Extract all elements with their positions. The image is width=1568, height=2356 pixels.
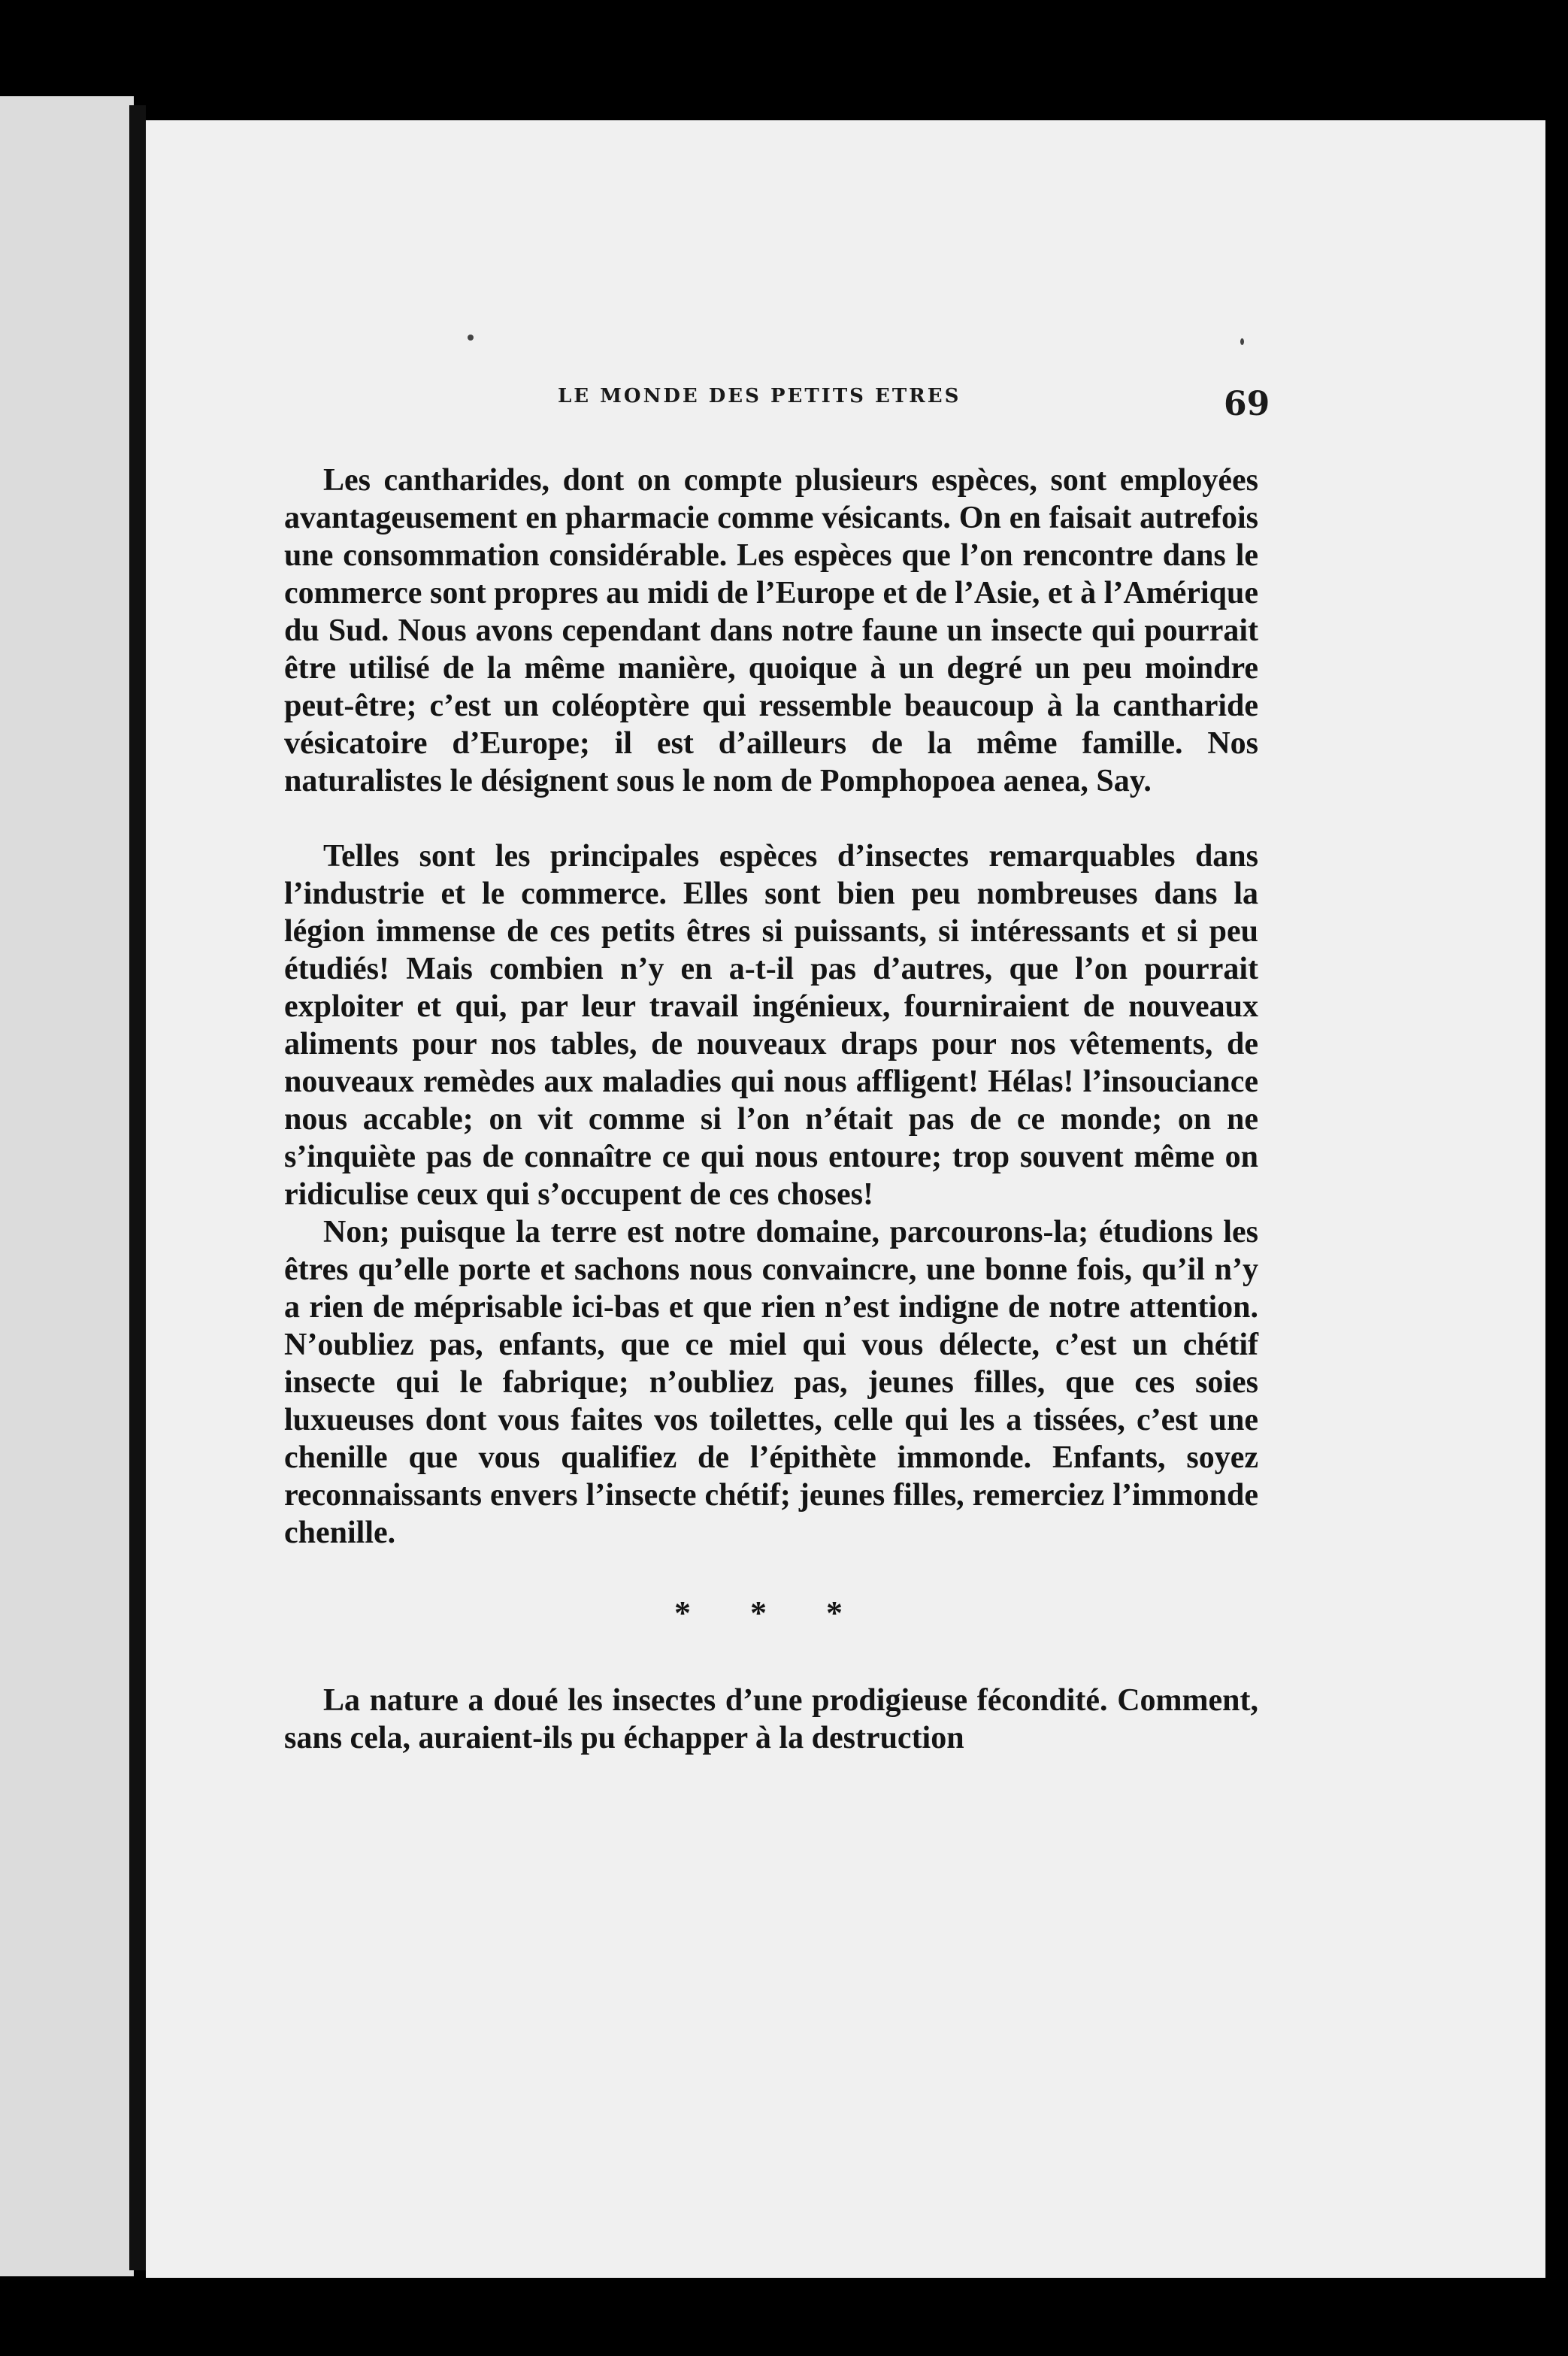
paragraph: Non; puisque la terre est notre domaine, parcourons-la; étudions les êtres qu’elle porte et sachons nous convaincre, une bonne fois, qu’il n’y a rien de méprisable ici-bas et que rien n’est indigne de notre attention. N’oubliez pas, enfants, que ce miel qui vous délecte, c’est un chétif insecte qui le fabrique; n’oubliez pas, jeunes filles, que ces soies luxueuses dont vous faites vos toilettes, celle qui les a tissées, c’est une chenille que vous qualifiez de l’épithète immonde. Enfants, soyez reconnaissants envers l’insecte chétif; jeunes filles, remerciez l’immonde chenille.: [284, 1215, 1258, 1550]
body-text: [284, 462, 1258, 1757]
paragraph: La nature a doué les insectes d’une prodigieuse fécondité. Comment, sans cela, auraient-ils pu échapper à la destruction: [284, 1683, 1258, 1755]
paragraph: Telles sont les principales espèces d’insectes remarquables dans l’industrie et le commerce. Elles sont bien peu nombreuses dans la légion immense de ces petits êtres si puissants, si intéressants et si peu étudiés! Mais combien n’y en a-t-il pas d’autres, que l’on pourrait exploiter et qui, par leur travail ingénieux, fourniraient de nouveaux aliments pour nos tables, de nouveaux draps pour nos vêtements, de nouveaux remèdes aux maladies qui nous affligent! Hélas! l’insouciance nous accable; on vit comme si l’on n’était pas de ce monde; on ne s’inquiète pas de connaître ce qui nous entoure; trop souvent même on ridiculise ceux qui s’occupent de ces choses!: [284, 839, 1258, 1212]
print-speck: [468, 335, 474, 341]
running-title: LE MONDE DES PETITS ETRES: [558, 385, 961, 407]
book-spine-shadow: [129, 105, 146, 2270]
page-number: 69: [1224, 385, 1270, 423]
print-speck: [1240, 338, 1244, 345]
paragraph: Les cantharides, dont on compte plusieurs espèces, sont employées avantageusement en pharmacie comme vésicants. On en faisait autrefois une consommation considérable. Les espèces que l’on rencontre dans le commerce sont propres au midi de l’Europe et de l’Asie, et à l’Amérique du Sud. Nous avons cependant dans notre faune un insecte qui pourrait être utilisé de la même manière, quoique à un degré un peu moindre peut-être; c’est un coléoptère qui ressemble beaucoup à la cantharide vésicatoire d’Europe; il est d’ailleurs de la même famille. Nos naturalistes le désignent sous le nom de Pomphopoea aenea, Say.: [284, 463, 1258, 798]
running-header: [410, 259, 1278, 312]
section-separator: * * *: [674, 1594, 868, 1631]
facing-page-edge: [0, 96, 134, 2276]
